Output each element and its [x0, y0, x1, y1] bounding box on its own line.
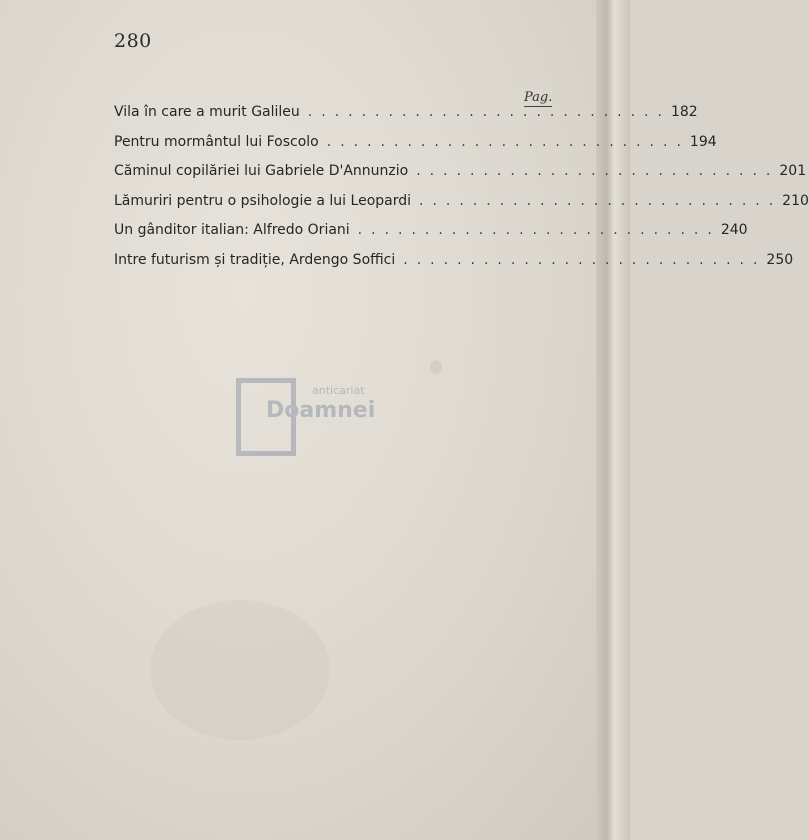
page-edge: [596, 0, 630, 840]
watermark-big-text: Doamnei: [266, 398, 376, 423]
toc-entry-page: 210: [782, 192, 809, 209]
toc-entry-title: Pentru mormântul lui Foscolo: [114, 133, 319, 150]
toc-leader-dots: ...........................: [416, 163, 780, 179]
toc-entry-page: 194: [689, 133, 717, 150]
toc-entry-page: 182: [670, 104, 698, 120]
toc-leader-dots: ...........................: [326, 133, 690, 150]
toc-entry-page: 240: [720, 222, 748, 238]
toc-entry: [114, 192, 809, 223]
toc-entry: [114, 133, 717, 164]
toc-entry: [114, 222, 748, 252]
watermark-small-text: anticariat: [312, 384, 365, 397]
stain: [150, 600, 330, 740]
toc-entry-page: 201: [779, 163, 807, 179]
watermark-logo: [236, 378, 406, 462]
page-number: 280: [114, 30, 152, 52]
toc-entry: [114, 104, 698, 134]
stain: [430, 360, 442, 374]
table-of-contents: [114, 104, 809, 281]
page-column-header: Pag.: [524, 90, 553, 105]
toc-entry-title: Vila în care a murit Galileu: [114, 104, 300, 120]
toc-leader-dots: ...........................: [307, 104, 671, 120]
toc-entry: [114, 163, 807, 193]
toc-entry: [114, 251, 794, 282]
toc-entry-title: Un gânditor italian: Alfredo Oriani: [114, 222, 350, 238]
toc-leader-dots: ...........................: [357, 222, 721, 238]
toc-entry-title: Lămuriri pentru o psihologie a lui Leopardi: [114, 192, 412, 209]
toc-leader-dots: ...........................: [403, 251, 767, 268]
toc-entry-title: Intre futurism și tradiție, Ardengo Soffici: [114, 251, 396, 268]
toc-entry-page: 250: [766, 251, 794, 268]
toc-entry-title: Căminul copilăriei lui Gabriele D'Annunzio: [114, 163, 409, 179]
toc-leader-dots: ...........................: [419, 192, 783, 209]
